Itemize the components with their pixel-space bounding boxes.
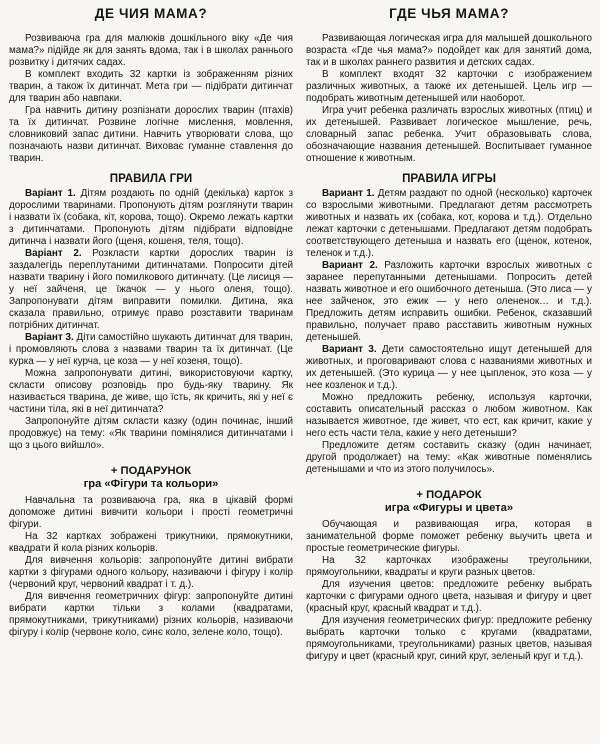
rule-variant-3 [9,332,293,368]
gift-paragraph: Обучающая и развивающая игра, которая в занимательной форме поможет ребенку выучить цвета и простые геометрические фигуры. [306,519,592,554]
extra-paragraph: Предложите детям составить сказку (один начинает, другой продолжает) на тему: «Как животные поменялись детенышами и что из этого получилось». [306,440,592,475]
gift-paragraph: Для вивчення кольорів: запропонуйте дитині вибрати картки з фігурами одного кольору, називаючи і фігуру і колір (червоний круг, червоний квадрат і т. д.). [9,555,293,590]
intro-paragraph: Гра навчить дитину розпізнати дорослих тварин (птахів) та їх дитинчат. Розвине логічне мислення, мовлення, словниковий запас дитини. Навчить утворювати слова, що позначають назви дитинчат. Виховає гуманне ставлення до тварин. [9,105,293,164]
variant-label: Вариант 2. [322,260,378,271]
gift-game-name: «Фигуры и цвета» [412,502,514,514]
rules-heading: ПРАВИЛА ГРИ [109,172,193,185]
russian-column [306,6,592,663]
ukrainian-column [9,6,293,639]
variant-text: Детям раздают по одной (несколько) карточек со взрослыми животными. Предлагают детям рассмотреть животных и назвать их (собака, кот, корова и т.д.). Отдельно лежат карточки с детенышами. Предлагают детям подобрать соответствующего детеныша и назвать его (щенок, котенок, теленок и т.д.). [306,188,592,259]
variant-text: Діти самостійно шукають дитинчат для тварин, і промовляють слова з назвами тварин та їх дитинчат. (Це курка — у неї курча, це коза — у неї козеня, тощо). [9,332,293,367]
gift-game-prefix: гра [83,478,105,490]
gift-paragraph: Для изучения цветов: предложите ребенку выбрать карточки с фигурами одного цвета, называя и фигуру и цвет (красный круг, красный квадрат и т.д.). [306,579,592,614]
extra-paragraph: Можно предложить ребенку, используя карточки, составить описательный рассказ о любом животном. Как называется животное, где живет, что ест, как кричит, какие у него есть части тела, какие у него детеныши? [306,392,592,439]
gift-paragraph: Навчальна та розвиваюча гра, яка в цікавій формі допоможе дитині вивчити кольори і прості геометричні фігури. [9,495,293,530]
gift-heading: + ПОДАРОК [416,489,482,501]
gift-paragraph: На 32 карточках изображены треугольники, прямоугольники, квадраты и круги разных цветов. [306,555,592,578]
extra-paragraph: Запропонуйте дітям скласти казку (один починає, інший продовжує) на тему: «Як тварини помінялися дитинчатами і що з цього вийшло». [9,416,293,451]
intro-paragraph: Развивающая логическая игра для малышей дошкольного возраста «Где чья мама?» подойдет как для занятий дома, так и в школах раннего развития и детских садах. [306,33,592,68]
intro-paragraph: В комплект входят 32 карточки с изображением различных животных, а также их детенышей. Цель игр — подобрать животным детенышей или наоборот. [306,69,592,104]
variant-label: Варіант 1. [25,188,76,199]
intro-paragraph: В комплект входить 32 картки із зображенням різних тварин, а також їх дитинчат. Мета гри — підібрати дитинчат для тварин або навпаки. [9,69,293,104]
gift-game-name: «Фігури та кольори» [104,478,219,490]
rule-variant-3 [306,344,592,392]
variant-label: Вариант 1. [322,188,375,199]
gift-game-title [9,478,293,491]
rules-heading: ПРАВИЛА ИГРЫ [402,172,496,185]
rule-variant-2 [306,260,592,344]
rule-variant-1 [9,188,293,248]
gift-heading: + ПОДАРУНОК [110,465,192,477]
variant-text: Дітям роздають по одній (декілька) карток з дорослими тваринами. Пропонують дітям розглянути тварин і назвати їх (собака, кіт, корова, тощо). Окремо лежать картки з дитинчатами. Пропонують дітям підібрати відповідне дитинча і назвати його (щеня, кошеня, теля, тощо). [9,188,294,247]
gift-paragraph: Для вивчення геометричних фігур: запропонуйте дитині вибрати картки тільки з колами (квадратами, прямокутниками, трикутниками) різних кольорів, називаючи фігуру і колір (червоне коло, синє коло, зелене коло, тощо). [9,591,293,638]
variant-text: Разложить карточки взрослых животных с заранее перепутанными детенышами. Попросить детей назвать животное и его ошибочного детеныша. (Это лиса — у нее зайченок, это ежик — у него олененок… и т.д.). Предложить детям исправить ошибки. Ребенок, сказавший правильно, получает право расставить животным нужных детенышей. [306,260,593,343]
variant-text: Дети самостоятельно ищут детенышей для животных, и проговаривают слова с названиями животных и их детенышей. (Это курица — у нее цыпленок, это коза — у нее козленок и т.д.). [306,344,592,391]
rule-variant-1 [306,188,592,260]
variant-text: Розкласти картки дорослих тварин із заздалегідь переплутаними дитинчатами. Попросити дітей назвати тварину і його помилкового дитинчату. (Це лисиця — у неї зайченя, це їжачок — у нього оленя, тощо). Запропонувати дітям виправити помилки. Дитина, яка сказала правильно, отримує право розставити тваринам потрібних дитинчат. [9,248,294,331]
column-title: ДЕ ЧИЯ МАМА? [94,6,208,21]
intro-paragraph: Розвиваюча гра для малюків дошкільного віку «Де чия мама?» підійде як для занять вдома, так і в школах раннього розвитку і дитячих садах. [9,33,293,68]
variant-label: Варіант 2. [25,248,82,259]
intro-paragraph: Игра учит ребенка различать взрослых животных (птиц) и их детенышей. Развивает логическое мышление, речь, словарный запас ребенка. Учит образовывать слова, обозначающие названия детенышей. Воспитывает гуманное отношение к животным. [306,105,592,164]
gift-game-prefix: игра [384,502,413,514]
variant-label: Варіант 3. [25,332,74,343]
gift-paragraph: На 32 картках зображені трикутники, прямокутники, квадрати й кола різних кольорів. [9,531,293,554]
rule-variant-2 [9,248,293,332]
variant-label: Вариант 3. [322,344,377,355]
gift-paragraph: Для изучения геометрических фигур: предложите ребенку выбрать карточки только с кругами (квадратами, прямоугольниками, треугольниками) разных цветов, называя фигуру и цвет (красный круг, синий круг, зеленый круг и т.д.). [306,615,592,662]
extra-paragraph: Можна запропонувати дитині, використовуючи картку, скласти описову розповідь про будь-яку тварину. Як називається тварина, де живе, що їсть, як кричить, які у неї є частини тіла, які в неї дитинчата? [9,368,293,415]
column-title: ГДЕ ЧЬЯ МАМА? [389,6,509,21]
gift-game-title [306,502,592,515]
